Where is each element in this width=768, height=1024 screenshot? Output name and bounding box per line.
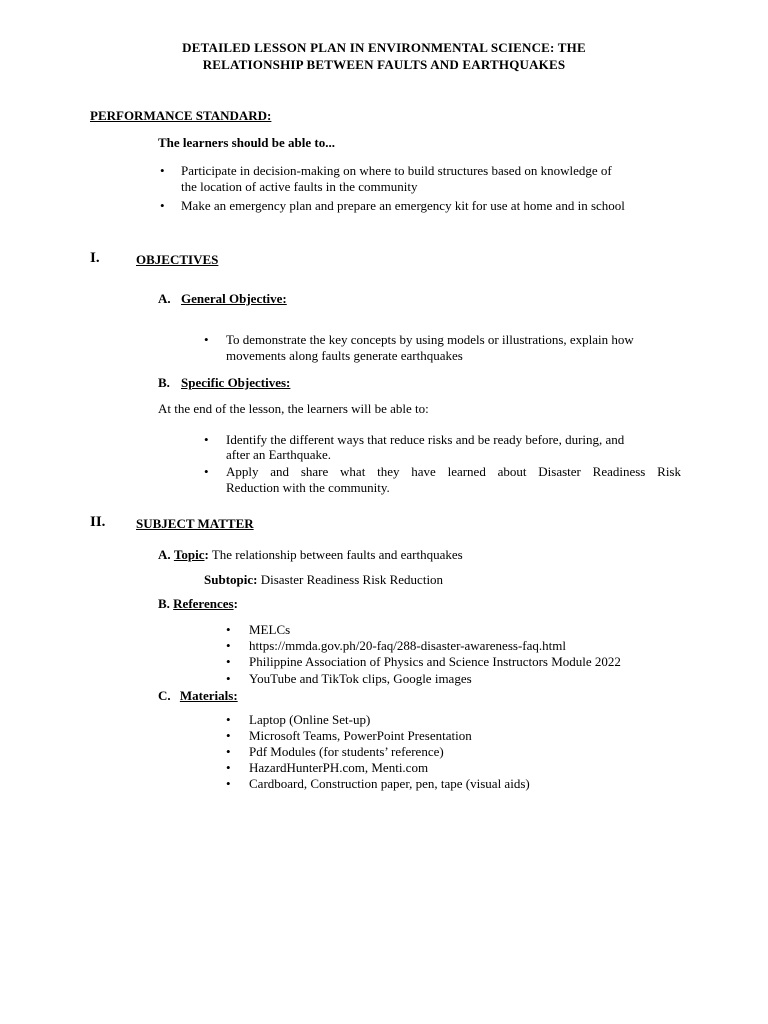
specific-objectives-intro: At the end of the lesson, the learners will be able to: bbox=[158, 401, 429, 416]
bullet-dot: • bbox=[160, 163, 165, 178]
reference-item: Philippine Association of Physics and Science Instructors Module 2022 bbox=[249, 654, 621, 669]
topic-value: The relationship between faults and earthquakes bbox=[208, 547, 463, 562]
bullet-dot: • bbox=[226, 744, 231, 759]
bullet-dot: • bbox=[204, 432, 209, 447]
materials-letter: C. bbox=[158, 688, 171, 703]
bullet-dot: • bbox=[226, 776, 231, 791]
specific-objectives-heading: Specific Objectives: bbox=[181, 375, 291, 390]
reference-item: YouTube and TikTok clips, Google images bbox=[249, 671, 472, 686]
reference-item: https://mmda.gov.ph/20-faq/288-disaster-awareness-faq.html bbox=[249, 638, 566, 653]
subtopic-value: Disaster Readiness Risk Reduction bbox=[257, 572, 444, 587]
references-label: References bbox=[173, 596, 234, 611]
bullet-dot: • bbox=[226, 712, 231, 727]
bullet-dot: • bbox=[226, 728, 231, 743]
topic-letter: A. bbox=[158, 547, 171, 562]
subject-matter-heading: SUBJECT MATTER bbox=[136, 516, 254, 531]
references-heading-line bbox=[158, 596, 238, 612]
performance-bullet-1-line-1: Participate in decision-making on where to build structures based on knowledge of bbox=[181, 163, 612, 178]
general-objective-letter: A. bbox=[158, 291, 171, 306]
document-title-line-2: RELATIONSHIP BETWEEN FAULTS AND EARTHQUAKES bbox=[202, 57, 566, 72]
reference-item: MELCs bbox=[249, 622, 291, 637]
bullet-dot: • bbox=[160, 198, 165, 213]
subtopic-line bbox=[204, 572, 443, 588]
bullet-dot: • bbox=[226, 622, 231, 637]
materials-label: Materials: bbox=[179, 688, 238, 703]
general-objective-bullet-line-2: movements along faults generate earthquakes bbox=[226, 348, 463, 363]
general-objective-bullet-line-1: To demonstrate the key concepts by using models or illustrations, explain how bbox=[226, 332, 634, 347]
specific-objective-2-line-1: Apply and share what they have learned about Disaster Readiness Risk bbox=[226, 464, 681, 479]
material-item: Cardboard, Construction paper, pen, tape (visual aids) bbox=[249, 776, 530, 791]
specific-objective-1-line-1: Identify the different ways that reduce risks and be ready before, during, and bbox=[226, 432, 625, 447]
performance-standard-heading: PERFORMANCE STANDARD: bbox=[90, 108, 272, 123]
material-item: Laptop (Online Set-up) bbox=[249, 712, 371, 727]
references-colon: : bbox=[233, 596, 238, 611]
document-title-line-1: DETAILED LESSON PLAN IN ENVIRONMENTAL SCIENCE: THE bbox=[182, 40, 586, 55]
material-item: HazardHunterPH.com, Menti.com bbox=[249, 760, 429, 775]
performance-bullet-1-line-2: the location of active faults in the community bbox=[181, 179, 418, 194]
topic-colon: : bbox=[204, 547, 209, 562]
performance-standard-intro: The learners should be able to... bbox=[158, 135, 335, 150]
topic-line bbox=[158, 547, 463, 563]
specific-objectives-letter: B. bbox=[158, 375, 170, 390]
materials-heading-line bbox=[158, 688, 238, 704]
references-letter: B. bbox=[158, 596, 170, 611]
bullet-dot: • bbox=[226, 671, 231, 686]
section-numeral-ii: II. bbox=[90, 514, 106, 530]
section-numeral-i: I. bbox=[90, 250, 100, 266]
general-objective-heading: General Objective: bbox=[181, 291, 287, 306]
performance-bullet-2: Make an emergency plan and prepare an emergency kit for use at home and in school bbox=[181, 198, 625, 213]
bullet-dot: • bbox=[204, 464, 209, 479]
bullet-dot: • bbox=[226, 638, 231, 653]
material-item: Microsoft Teams, PowerPoint Presentation bbox=[249, 728, 472, 743]
objectives-heading: OBJECTIVES bbox=[136, 252, 219, 267]
topic-label: Topic bbox=[173, 547, 205, 562]
subtopic-label: Subtopic: bbox=[204, 572, 258, 587]
bullet-dot: • bbox=[226, 654, 231, 669]
bullet-dot: • bbox=[226, 760, 231, 775]
specific-objective-2-line-2: Reduction with the community. bbox=[226, 480, 390, 495]
bullet-dot: • bbox=[204, 332, 209, 347]
material-item: Pdf Modules (for students’ reference) bbox=[249, 744, 444, 759]
specific-objective-1-line-2: after an Earthquake. bbox=[226, 447, 332, 462]
